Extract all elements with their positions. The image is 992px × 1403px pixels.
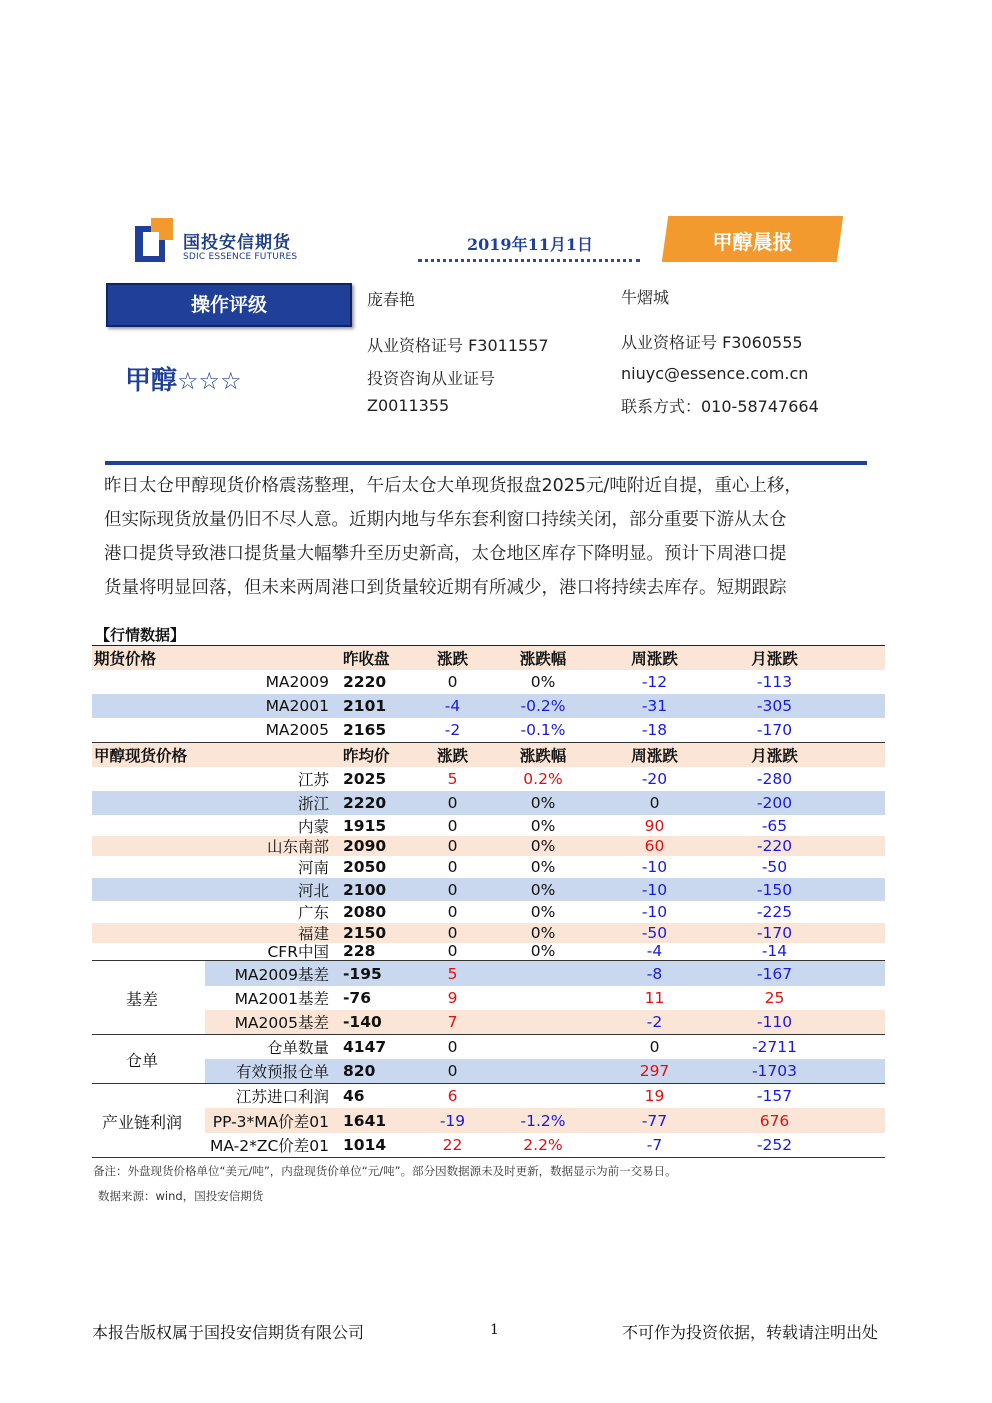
row-change-pct: -0.2% <box>520 697 566 715</box>
row-change: 0 <box>447 1062 458 1080</box>
row-month-change: -167 <box>756 964 793 983</box>
row-week-change: 60 <box>644 837 665 855</box>
row-change: 22 <box>442 1136 463 1154</box>
row-change: 0 <box>447 794 458 812</box>
row-name: 河南 <box>297 859 329 877</box>
report-date: 2019年11月1日 <box>467 235 593 254</box>
row-price: -195 <box>343 964 382 983</box>
row-name: MA2005 <box>265 721 329 739</box>
row-month-change: -113 <box>756 673 793 691</box>
row-change-pct: 0% <box>530 794 556 812</box>
row-week-change: -2 <box>646 1013 663 1031</box>
row-week-change: -10 <box>641 858 668 876</box>
row-month-change: -110 <box>756 1013 793 1031</box>
row-price: 2101 <box>343 697 387 715</box>
rating-stars: ☆☆☆ <box>177 367 242 395</box>
row-week-change: 0 <box>649 1038 660 1056</box>
table-row <box>92 943 885 959</box>
row-price: 2090 <box>343 837 387 855</box>
analyst-1-consult-id: Z0011355 <box>367 396 450 415</box>
row-month-change: 676 <box>759 1111 790 1130</box>
footer-copyright: 本报告版权属于国投安信期货有限公司 <box>92 1323 365 1342</box>
logo-chinese-name: 国投安信期货 <box>183 233 291 253</box>
row-month-change: -170 <box>756 721 793 739</box>
row-change-pct: 0% <box>530 673 556 691</box>
rating-box: 操作评级 <box>106 283 352 327</box>
row-price: 2050 <box>343 858 387 876</box>
row-price: 2025 <box>343 770 387 788</box>
row-week-change: -18 <box>641 721 668 739</box>
row-week-change: -8 <box>646 964 663 983</box>
row-change: 9 <box>447 989 458 1007</box>
row-change: 5 <box>447 964 458 983</box>
table-bottom-rule <box>92 1157 885 1158</box>
row-week-change: 19 <box>644 1087 665 1105</box>
table-row <box>205 1084 885 1108</box>
commentary-line: 昨日太仓甲醇现货价格震荡整理，午后太仓大单现货报盘2025元/吨附近自提，重心上移， <box>104 476 802 496</box>
spot-header-row <box>92 743 885 767</box>
row-week-change: -20 <box>641 770 668 788</box>
warrant-group-label: 仓单 <box>125 1051 158 1070</box>
row-change-pct: -0.1% <box>520 721 566 739</box>
table-row <box>205 1133 885 1157</box>
row-month-change: -14 <box>761 942 788 960</box>
row-name: MA-2*ZC价差01 <box>209 1137 329 1155</box>
table-row <box>92 836 885 856</box>
analyst-1-cert: 从业资格证号 F3011557 <box>367 336 549 355</box>
header-change-pct: 涨跌幅 <box>519 747 567 765</box>
row-change: 0 <box>447 903 458 921</box>
row-price: 820 <box>343 1062 376 1080</box>
row-price: -76 <box>343 989 372 1007</box>
row-name: 有效预报仓单 <box>235 1063 329 1081</box>
header-change-pct: 涨跌幅 <box>519 650 567 668</box>
analyst-2-cert: 从业资格证号 F3060555 <box>621 333 803 352</box>
futures-header-row <box>92 646 885 670</box>
section-separator <box>105 461 867 465</box>
row-change: 0 <box>447 1038 458 1056</box>
row-name: MA2009基差 <box>234 965 329 984</box>
header-month-change: 月涨跌 <box>751 650 798 668</box>
row-week-change: -12 <box>641 673 668 691</box>
row-week-change: 11 <box>644 989 665 1007</box>
rating-line <box>125 360 242 397</box>
table-row <box>92 670 885 694</box>
row-price: 2080 <box>343 903 387 921</box>
row-change-pct: 0% <box>530 942 556 960</box>
analyst-1-consult-label: 投资咨询从业证号 <box>367 369 496 388</box>
row-price: 2165 <box>343 721 387 739</box>
row-change-pct: 0% <box>530 816 556 835</box>
row-price: 4147 <box>343 1038 387 1056</box>
row-month-change: -225 <box>756 903 793 921</box>
page-number: 1 <box>490 1322 499 1338</box>
row-month-change: 25 <box>764 989 785 1007</box>
row-change: -19 <box>439 1111 466 1130</box>
row-change-pct: 0% <box>530 837 556 855</box>
futures-header-name: 期货价格 <box>94 650 157 668</box>
date-underline <box>418 259 640 262</box>
row-week-change: -7 <box>646 1136 663 1154</box>
row-change-pct: 0% <box>530 880 556 899</box>
row-name: 福建 <box>297 925 329 943</box>
logo-mark-icon <box>135 218 175 264</box>
table-row <box>92 791 885 815</box>
analyst-2-email[interactable]: niuyc@essence.com.cn <box>621 364 809 383</box>
row-week-change: -50 <box>641 924 668 942</box>
row-name: 仓单数量 <box>266 1039 329 1057</box>
table-row <box>205 986 885 1010</box>
header-price: 昨收盘 <box>343 650 390 668</box>
commentary-line: 港口提货导致港口提货量大幅攀升至历史新高，太仓地区库存下降明显。预计下周港口提 <box>104 544 787 564</box>
row-change: 0 <box>447 673 458 691</box>
row-name: MA2001基差 <box>234 990 329 1008</box>
row-change: 0 <box>447 858 458 876</box>
row-month-change: -150 <box>756 880 793 899</box>
profit-group-label: 产业链利润 <box>101 1113 182 1132</box>
header-week-change: 周涨跌 <box>631 650 678 668</box>
row-price: 2220 <box>343 673 387 691</box>
row-week-change: -10 <box>641 880 668 899</box>
row-price: 2150 <box>343 924 387 942</box>
row-month-change: -252 <box>756 1136 793 1154</box>
company-logo <box>135 218 315 270</box>
row-change: 0 <box>447 837 458 855</box>
analyst-1-name: 庞春艳 <box>367 290 416 309</box>
row-week-change: 297 <box>639 1062 670 1080</box>
row-change: 0 <box>447 816 458 835</box>
row-month-change: -280 <box>756 770 793 788</box>
rating-product: 甲醇 <box>125 366 178 396</box>
spot-header-name: 甲醇现货价格 <box>94 747 188 765</box>
row-name: 内蒙 <box>297 817 329 836</box>
row-name: 江苏进口利润 <box>235 1088 329 1106</box>
row-name: 浙江 <box>297 795 329 813</box>
row-month-change: -220 <box>756 837 793 855</box>
row-price: 1641 <box>343 1111 387 1130</box>
row-change: 6 <box>447 1087 458 1105</box>
row-change: 5 <box>447 770 458 788</box>
table-row <box>92 923 885 943</box>
basis-group-label: 基差 <box>125 990 158 1009</box>
row-name: PP-3*MA价差01 <box>212 1112 329 1131</box>
header-week-change: 周涨跌 <box>631 747 678 765</box>
footer-disclaimer: 不可作为投资依据，转载请注明出处 <box>622 1323 879 1342</box>
table-row <box>205 961 885 986</box>
row-month-change: -200 <box>756 794 793 812</box>
row-week-change: 0 <box>649 794 660 812</box>
row-name: MA2001 <box>265 697 329 715</box>
row-month-change: -1703 <box>751 1062 798 1080</box>
row-price: 46 <box>343 1087 365 1105</box>
table-row <box>205 1059 885 1083</box>
row-week-change: -4 <box>646 942 663 960</box>
row-month-change: -50 <box>761 858 788 876</box>
commentary-line: 但实际现货放量仍旧不尽人意。近期内地与华东套利窗口持续关闭，部分重要下游从太仓 <box>104 510 787 530</box>
row-month-change: -65 <box>761 816 788 835</box>
row-name: 江苏 <box>297 771 329 789</box>
row-change-pct: 2.2% <box>523 1136 563 1154</box>
row-change: 0 <box>447 880 458 899</box>
table-row <box>205 1035 885 1059</box>
row-name: CFR中国 <box>267 943 329 961</box>
table-row <box>92 856 885 878</box>
commentary-line: 货量将明显回落，但未来两周港口到货量较近期有所减少，港口将持续去库存。短期跟踪 <box>104 578 787 598</box>
row-change: 0 <box>447 924 458 942</box>
table-row <box>92 815 885 836</box>
row-name: MA2009 <box>265 673 329 691</box>
row-price: 228 <box>343 942 376 960</box>
row-price: 2220 <box>343 794 387 812</box>
header-month-change: 月涨跌 <box>751 747 798 765</box>
row-month-change: -170 <box>756 924 793 942</box>
row-month-change: -305 <box>756 697 793 715</box>
row-change: 7 <box>447 1013 458 1031</box>
row-week-change: -31 <box>641 697 668 715</box>
row-name: MA2005基差 <box>234 1014 329 1032</box>
logo-english-name: SDIC ESSENCE FUTURES <box>183 252 298 262</box>
table-row <box>92 694 885 718</box>
row-change: -2 <box>444 721 461 739</box>
row-price: -140 <box>343 1013 382 1031</box>
row-price: 1915 <box>343 816 387 835</box>
row-name: 河北 <box>297 881 329 900</box>
row-week-change: -10 <box>641 903 668 921</box>
row-change-pct: 0% <box>530 858 556 876</box>
header-price: 昨均价 <box>343 747 390 765</box>
row-change-pct: 0% <box>530 924 556 942</box>
analyst-2-name: 牛熠城 <box>621 288 670 307</box>
table-row <box>92 767 885 791</box>
row-change-pct: 0% <box>530 903 556 921</box>
header-change: 涨跌 <box>436 747 468 765</box>
row-price: 1014 <box>343 1136 387 1154</box>
header-change: 涨跌 <box>436 650 468 668</box>
row-name: 山东南部 <box>266 838 329 856</box>
table-note: 备注：外盘现货价格单位“美元/吨”，内盘现货价单位“元/吨”。部分因数据源未及时更新，数据显示为前一交易日。 <box>93 1164 677 1178</box>
data-source: 数据来源：wind，国投安信期货 <box>98 1189 264 1203</box>
row-price: 2100 <box>343 880 387 899</box>
table-row <box>92 878 885 901</box>
row-month-change: -157 <box>756 1087 793 1105</box>
market-commentary <box>104 469 864 605</box>
row-week-change: 90 <box>644 816 665 835</box>
analyst-2-contact: 联系方式：010-58747664 <box>621 397 819 416</box>
row-change: 0 <box>447 942 458 960</box>
row-name: 广东 <box>297 904 329 922</box>
table-row <box>205 1010 885 1034</box>
row-change-pct: 0.2% <box>523 770 563 788</box>
row-change: -4 <box>444 697 461 715</box>
row-month-change: -2711 <box>751 1038 798 1056</box>
row-change-pct: -1.2% <box>520 1111 566 1130</box>
table-row <box>205 1108 885 1133</box>
market-data-title: 【行情数据】 <box>95 626 186 644</box>
table-row <box>92 718 885 742</box>
report-tag: 甲醇晨报 <box>712 230 793 254</box>
row-week-change: -77 <box>641 1111 668 1130</box>
table-row <box>92 901 885 923</box>
